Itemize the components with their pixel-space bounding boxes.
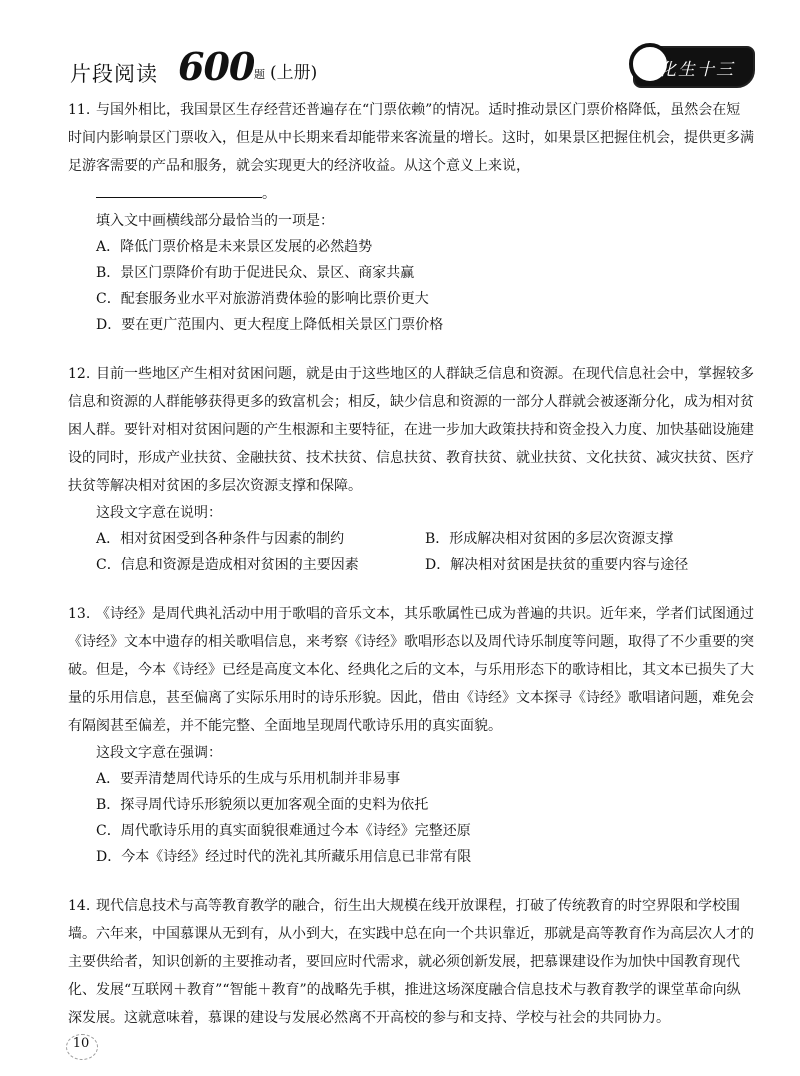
brand-logo xyxy=(633,46,755,88)
question-text: 目前一些地区产生相对贫困问题，就是由于这些地区的人群缺乏信息和资源。在现代信息社会中，掌握较多信息和资源的人群能够获得更多的致富机会；相反，缺少信息和资源的一部分人群就会被逐渐分化，成为相对贫困人群。要针对相对贫困问题的产生根源和主要特征，在进一步加大政策扶持和资金投入力度、加快基础设施建设的同时，形成产业扶贫、金融扶贫、技术扶贫、信息扶贫、教育扶贫、就业扶贫、文化扶贫、减灾扶贫、医疗扶贫等解决相对贫困的多层次资源支撑和保障。 xyxy=(68,366,754,494)
option-a: A．要弄清楚周代诗乐的生成与乐用机制并非易事 xyxy=(96,771,401,787)
option-d: D．解决相对贫困是扶贫的重要内容与途径 xyxy=(425,557,689,573)
option-c: C．配套服务业水平对旅游消费体验的影响比票价更大 xyxy=(96,291,429,307)
book-title-number: 600 xyxy=(178,44,255,89)
logo-text: 化生十三 xyxy=(659,60,735,80)
question-number: 12. xyxy=(68,366,91,382)
question-text: 现代信息技术与高等教育教学的融合，衍生出大规模在线开放课程，打破了传统教育的时空界限和学校围墙。六年来，中国慕课从无到有，从小到大，在实践中总在向一个共识靠近，那就是高等教育作为高层次人才的主要供给者，知识创新的主要推动者，要回应时代需求，就必须创新发展，把慕课建设作为加快中国教育现代化、发展“互联网＋教育”“智能＋教育”的战略先手棋，推进这场深度融合信息技术与教育教学的课堂革命向纵深发展。这就意味着，慕课的建设与发展必然离不开高校的参与和支持、学校与社会的共同协力。 xyxy=(68,898,754,1026)
question-stem xyxy=(68,892,754,1032)
page-header xyxy=(58,44,748,88)
question-text: 与国外相比，我国景区生存经营还普遍存在“门票依赖”的情况。适时推动景区门票价格降低，虽然会在短时间内影响景区门票收入，但是从中长期来看却能带来客流量的增长。这时，如果景区把握住机会，提供更多满足游客需要的产品和服务，就会实现更大的经济收益。从这个意义上来说， xyxy=(68,102,754,174)
question-12 xyxy=(68,360,754,578)
option-row xyxy=(68,552,754,578)
question-stem xyxy=(68,360,754,500)
option-row xyxy=(68,526,754,552)
page-number: 10 xyxy=(66,1036,96,1058)
option-a: A．相对贫困受到各种条件与因素的制约 xyxy=(96,531,345,547)
question-prompt: 这段文字意在强调： xyxy=(96,745,222,761)
blank-end-punct: 。 xyxy=(262,186,276,202)
question-stem xyxy=(68,600,754,740)
question-11 xyxy=(68,96,754,338)
question-stem xyxy=(68,96,754,180)
question-number: 11. xyxy=(68,102,91,118)
option-a: A．降低门票价格是未来景区发展的必然趋势 xyxy=(96,239,373,255)
answer-blank xyxy=(96,181,262,198)
option-b: B．景区门票降价有助于促进民众、景区、商家共赢 xyxy=(96,265,415,281)
question-14 xyxy=(68,892,754,1032)
option-b: B．形成解决相对贫困的多层次资源支撑 xyxy=(425,531,674,547)
question-text: 《诗经》是周代典礼活动中用于歌唱的音乐文本，其乐歌属性已成为普遍的共识。近年来，学者们试图通过《诗经》文本中遗存的相关歌唱信息，来考察《诗经》歌唱形态以及周代诗乐制度等问题，取得了不少重要的突破。但是，今本《诗经》已经是高度文本化、经典化之后的文本，与乐用形态下的歌诗相比，其文本已损失了大量的乐用信息，甚至偏离了实际乐用时的诗乐形貌。因此，借由《诗经》文本探寻《诗经》歌唱诸问题，难免会有隔阂甚至偏差，并不能完整、全面地呈现周代歌诗乐用的真实面貌。 xyxy=(68,606,754,734)
question-number: 14. xyxy=(68,898,91,914)
question-13 xyxy=(68,600,754,870)
question-prompt: 填入文中画横线部分最恰当的一项是： xyxy=(96,213,334,229)
question-prompt: 这段文字意在说明： xyxy=(96,505,222,521)
option-c: C．信息和资源是造成相对贫困的主要因素 xyxy=(96,557,359,573)
question-number: 13. xyxy=(68,606,91,622)
book-title-suffix: 题 xyxy=(254,68,265,81)
option-b: B．探寻周代诗乐形貌须以更加客观全面的史料为依托 xyxy=(96,797,429,813)
answer-blank-line xyxy=(68,180,754,208)
page-content xyxy=(68,96,754,1054)
option-d: D．今本《诗经》经过时代的洗礼其所藏乐用信息已非常有限 xyxy=(96,849,472,865)
book-volume: (上册) xyxy=(270,63,318,83)
option-c: C．周代歌诗乐用的真实面貌很难通过今本《诗经》完整还原 xyxy=(96,823,471,839)
book-title: 片段阅读 xyxy=(70,62,158,86)
option-d: D．要在更广范围内、更大程度上降低相关景区门票价格 xyxy=(96,317,444,333)
